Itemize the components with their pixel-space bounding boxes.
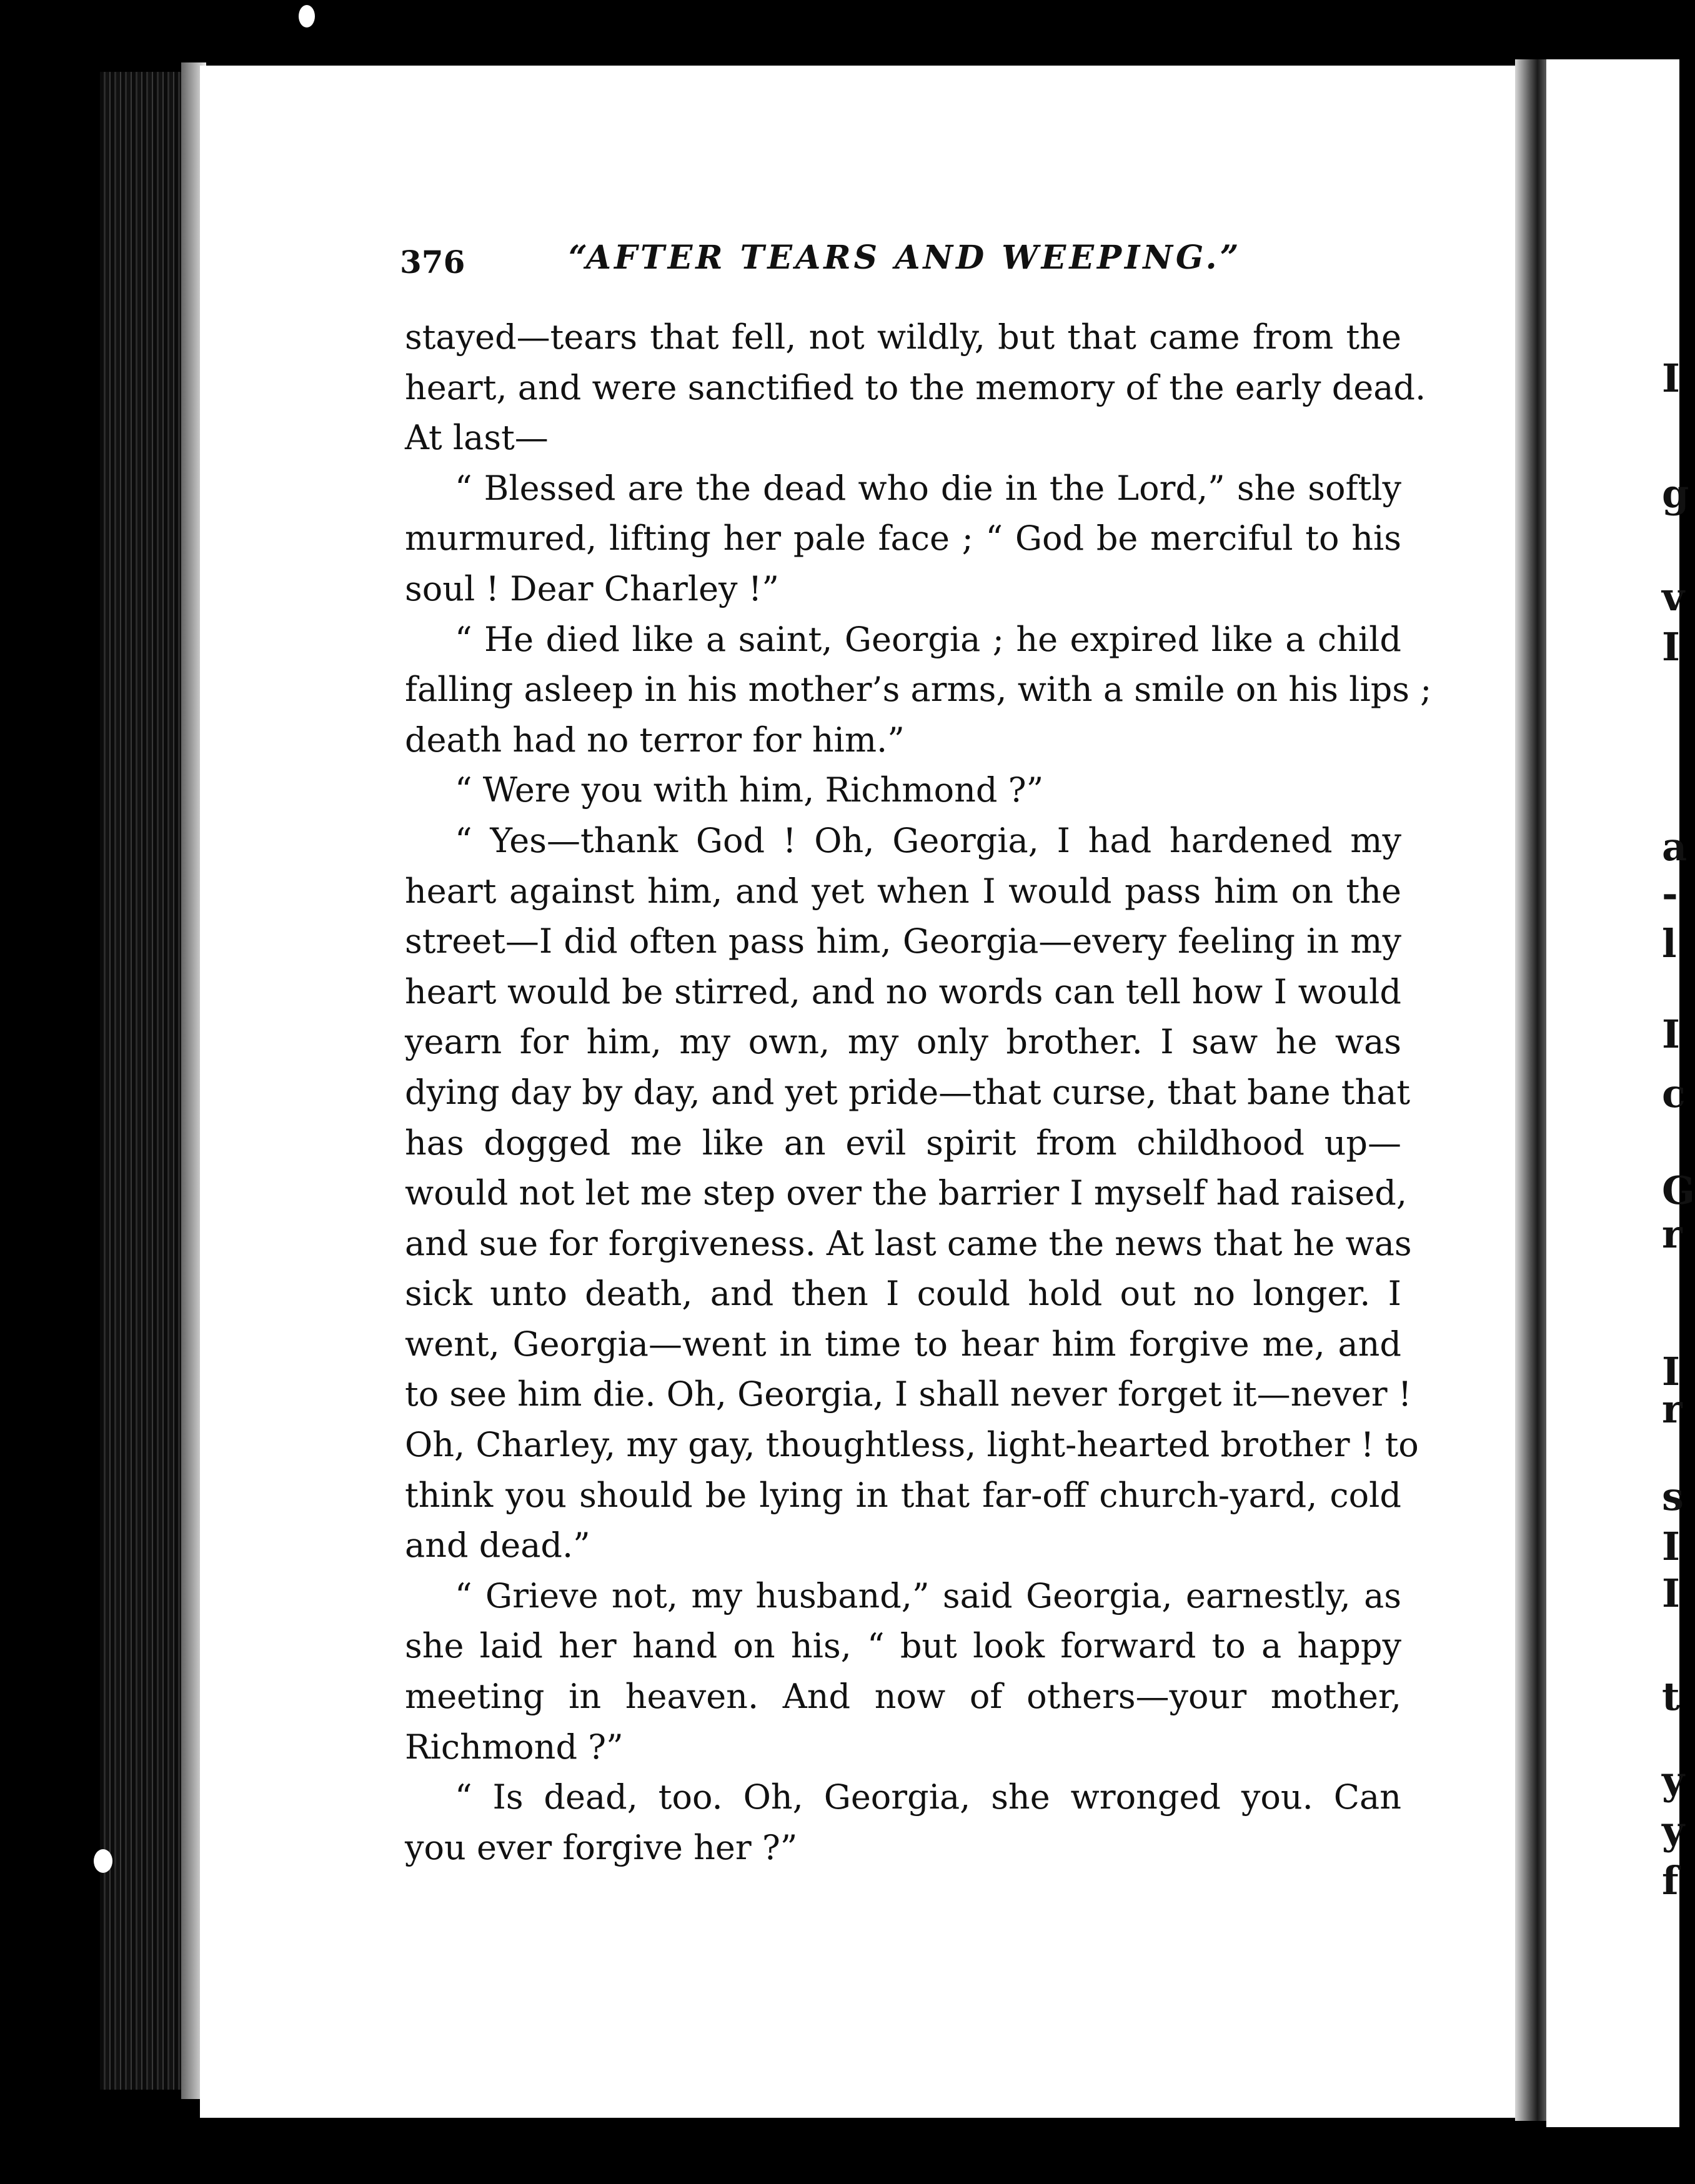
facing-page-letter: I [1662, 1524, 1681, 1569]
text-line: “ Were you with him, Richmond ?” [455, 770, 1044, 810]
facing-page-letter: I [1662, 624, 1681, 670]
facing-page-letter: f [1662, 1858, 1679, 1904]
text-line: and dead.” [405, 1526, 590, 1566]
facing-page-letter: r [1662, 1211, 1683, 1257]
facing-page-letter: v [1662, 574, 1685, 620]
text-line: would not let me step over the barrier I myself had raised, [405, 1173, 1408, 1213]
running-title: “AFTER TEARS AND WEEPING.” [569, 239, 1242, 277]
facing-page-edge [1546, 59, 1679, 2127]
text-line: soul ! Dear Charley !” [405, 568, 780, 608]
text-line: Richmond ?” [405, 1727, 624, 1767]
facing-page-letter: l [1662, 921, 1677, 966]
facing-page-letter: I [1662, 1571, 1681, 1616]
text-line: to see him die. Oh, Georgia, I shall never forget it—never ! [405, 1374, 1412, 1414]
text-line: “ Blessed are the dead who die in the Lord,” she softly [455, 468, 1401, 508]
facing-page-letter: - [1662, 871, 1678, 916]
facing-page-letter: r [1662, 1386, 1683, 1432]
scan-speck [299, 5, 315, 27]
text-line: Oh, Charley, my gay, thoughtless, light-hearted brother ! to [405, 1425, 1419, 1465]
scan-speck [94, 1849, 112, 1873]
text-line: falling asleep in his mother’s arms, with a smile on his lips ; [405, 670, 1432, 710]
text-line: think you should be lying in that far-off church-yard, cold [405, 1475, 1401, 1515]
body-text [405, 312, 1432, 1873]
book-spine [100, 72, 194, 2090]
text-line: street—I did often pass him, Georgia—every feeling in my [405, 921, 1401, 961]
text-line: “ Is dead, too. Oh, Georgia, she wronged you. Can [455, 1777, 1401, 1817]
facing-page-letter: G [1662, 1168, 1695, 1213]
running-head [400, 239, 1287, 289]
text-line: “ He died like a saint, Georgia ; he expired like a child [455, 619, 1401, 659]
text-line: she laid her hand on his, “ but look forward to a happy [405, 1626, 1401, 1666]
page-number: 376 [400, 244, 465, 280]
text-line: “ Grieve not, my husband,” said Georgia, earnestly, as [455, 1576, 1401, 1616]
text-line: heart against him, and yet when I would pass him on the [405, 871, 1401, 911]
facing-page-letter: I [1662, 1011, 1681, 1057]
text-line: dying day by day, and yet pride—that curse, that bane that [405, 1072, 1411, 1112]
text-line: heart, and were sanctified to the memory of the early dead. [405, 367, 1426, 407]
facing-page-letter: I [1662, 1349, 1681, 1394]
facing-page-letter: y [1662, 1808, 1685, 1854]
text-line: death had no terror for him.” [405, 720, 905, 760]
text-line: heart would be stirred, and no words can tell how I would [405, 971, 1401, 1011]
text-line: you ever forgive her ?” [405, 1827, 798, 1867]
text-line: murmured, lifting her pale face ; “ God be merciful to his [405, 519, 1401, 558]
facing-page-letter: t [1662, 1674, 1680, 1719]
text-line: yearn for him, my own, my only brother. I saw he was [405, 1022, 1401, 1062]
text-line: has dogged me like an evil spirit from childhood up— [405, 1123, 1401, 1163]
facing-page-letter: a [1662, 824, 1688, 870]
text-line: meeting in heaven. And now of others—your mother, [405, 1677, 1401, 1717]
text-line: At last— [405, 418, 549, 458]
facing-page-letter: y [1662, 1758, 1685, 1804]
text-line: sick unto death, and then I could hold out no longer. I [405, 1274, 1401, 1314]
text-line: and sue for forgiveness. At last came the news that he was [405, 1223, 1412, 1263]
facing-page-letter: g [1662, 471, 1689, 517]
facing-page-letter: I [1662, 355, 1681, 401]
facing-page-letter: c [1662, 1071, 1686, 1116]
facing-page-letter: s [1662, 1474, 1684, 1519]
text-line: stayed—tears that fell, not wildly, but that came from the [405, 317, 1401, 357]
text-line: “ Yes—thank God ! Oh, Georgia, I had hardened my [455, 820, 1401, 860]
text-line: went, Georgia—went in time to hear him forgive me, and [405, 1324, 1401, 1364]
